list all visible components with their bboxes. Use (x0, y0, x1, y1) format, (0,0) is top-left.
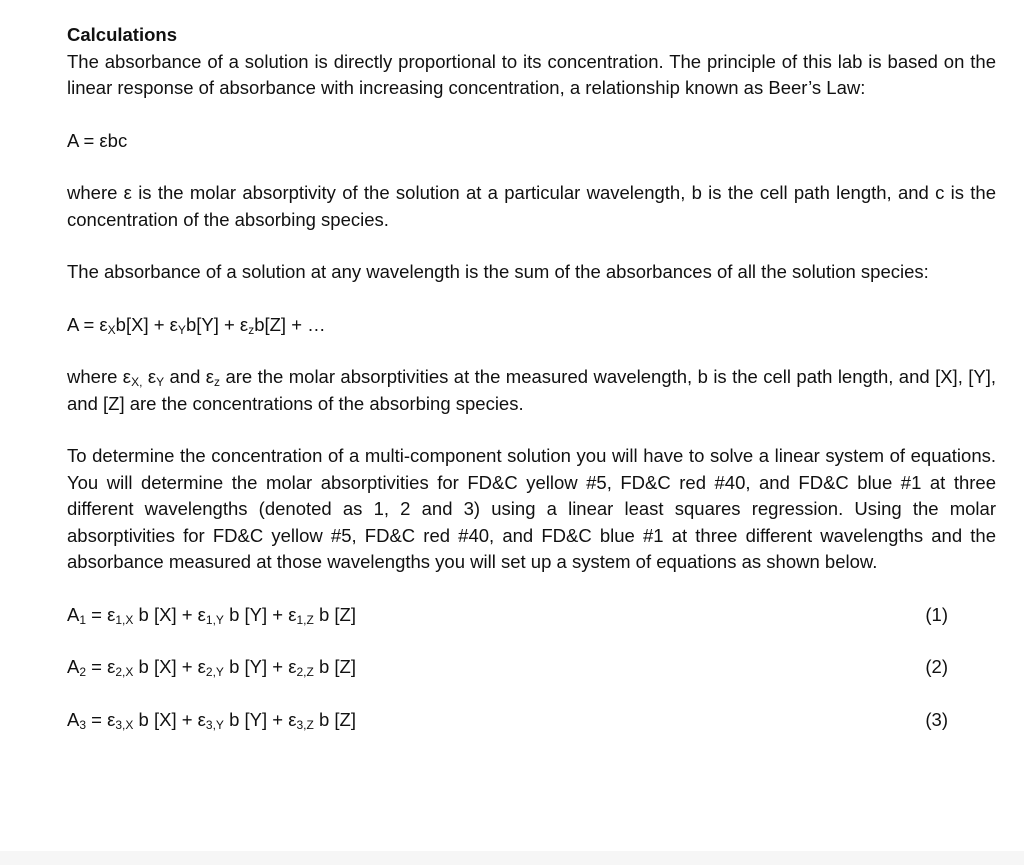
equation-3: $A_3 = \varepsilon_{3,X}$ b $[X] + \varepsilon_{3,Y}$ b $[Y] + \varepsilon_{3,Z}$ b [Z] (67, 708, 356, 732)
spacer (67, 154, 996, 180)
equation-row-3 (67, 707, 996, 734)
equation-number-2: (2) (925, 656, 948, 677)
sum-equation: $A = \varepsilon_Xb[X] + \varepsilon_Yb[Y] + \varepsilon_zb[Z]$ + … (67, 313, 326, 337)
where-paragraph-2: where $\varepsilon_{X,}$ $\varepsilon_Y$ and $\varepsilon_z$ are the molar absorptivities at the measured wavelength, b is the cell path length, and [X], [Y], and [Z] are the concentrations of the absorbing species. (67, 366, 997, 414)
equation-1: $A_1 = \varepsilon_{1,X}$ b $[X] + \varepsilon_{1,Y}$ b $[Y] + \varepsilon_{1,Z}$ b [Z] (67, 603, 356, 627)
section-heading: Calculations (67, 24, 177, 45)
equation-number-1: (1) (925, 603, 948, 625)
spacer (67, 417, 996, 443)
equation-row-1 (67, 602, 996, 629)
equation-row-2 (67, 654, 996, 681)
spacer (67, 681, 996, 707)
spacer (67, 628, 996, 654)
equation-2: $A_2 = \varepsilon_{2,X}$ b $[X] + \varepsilon_{2,Y}$ b $[Y] + \varepsilon_{2,Z}$ b [Z] (67, 656, 356, 679)
system-paragraph: To determine the concentration of a multi-component solution you will have to solve a linear system of equations. You will determine the molar absorptivities for FD&C yellow #5, FD&C red #40, and FD&C blue #1 at three different wavelengths (denoted as 1, 2 and 3) using a linear least squares regression. Using the molar absorptivities for FD&C yellow #5, FD&C red #40, and FD&C blue #1 at three different wavelengths and the absorbance measured at those wavelengths you will set up a system of equations as shown below. (67, 445, 996, 572)
equation-number-3: (3) (925, 708, 948, 730)
intro-paragraph: The absorbance of a solution is directly proportional to its concentration. The principle of this lab is based on the linear response of absorbance with increasing concentration, a relationship known as Beer’s Law: (67, 50, 996, 98)
where-paragraph-1: where ε is the molar absorptivity of the solution at a particular wavelength, b is the cell path length, and c is the concentration of the absorbing species. (67, 182, 996, 230)
sum-paragraph: The absorbance of a solution at any wavelength is the sum of the absorbances of all the solution species: (67, 261, 929, 282)
spacer (67, 576, 996, 602)
page-bottom-band (0, 851, 1024, 865)
spacer (67, 102, 996, 128)
spacer (67, 286, 996, 312)
beers-law-equation: A = εbc (67, 129, 128, 151)
document-page (67, 22, 996, 733)
spacer (67, 338, 996, 364)
spacer (67, 233, 996, 259)
